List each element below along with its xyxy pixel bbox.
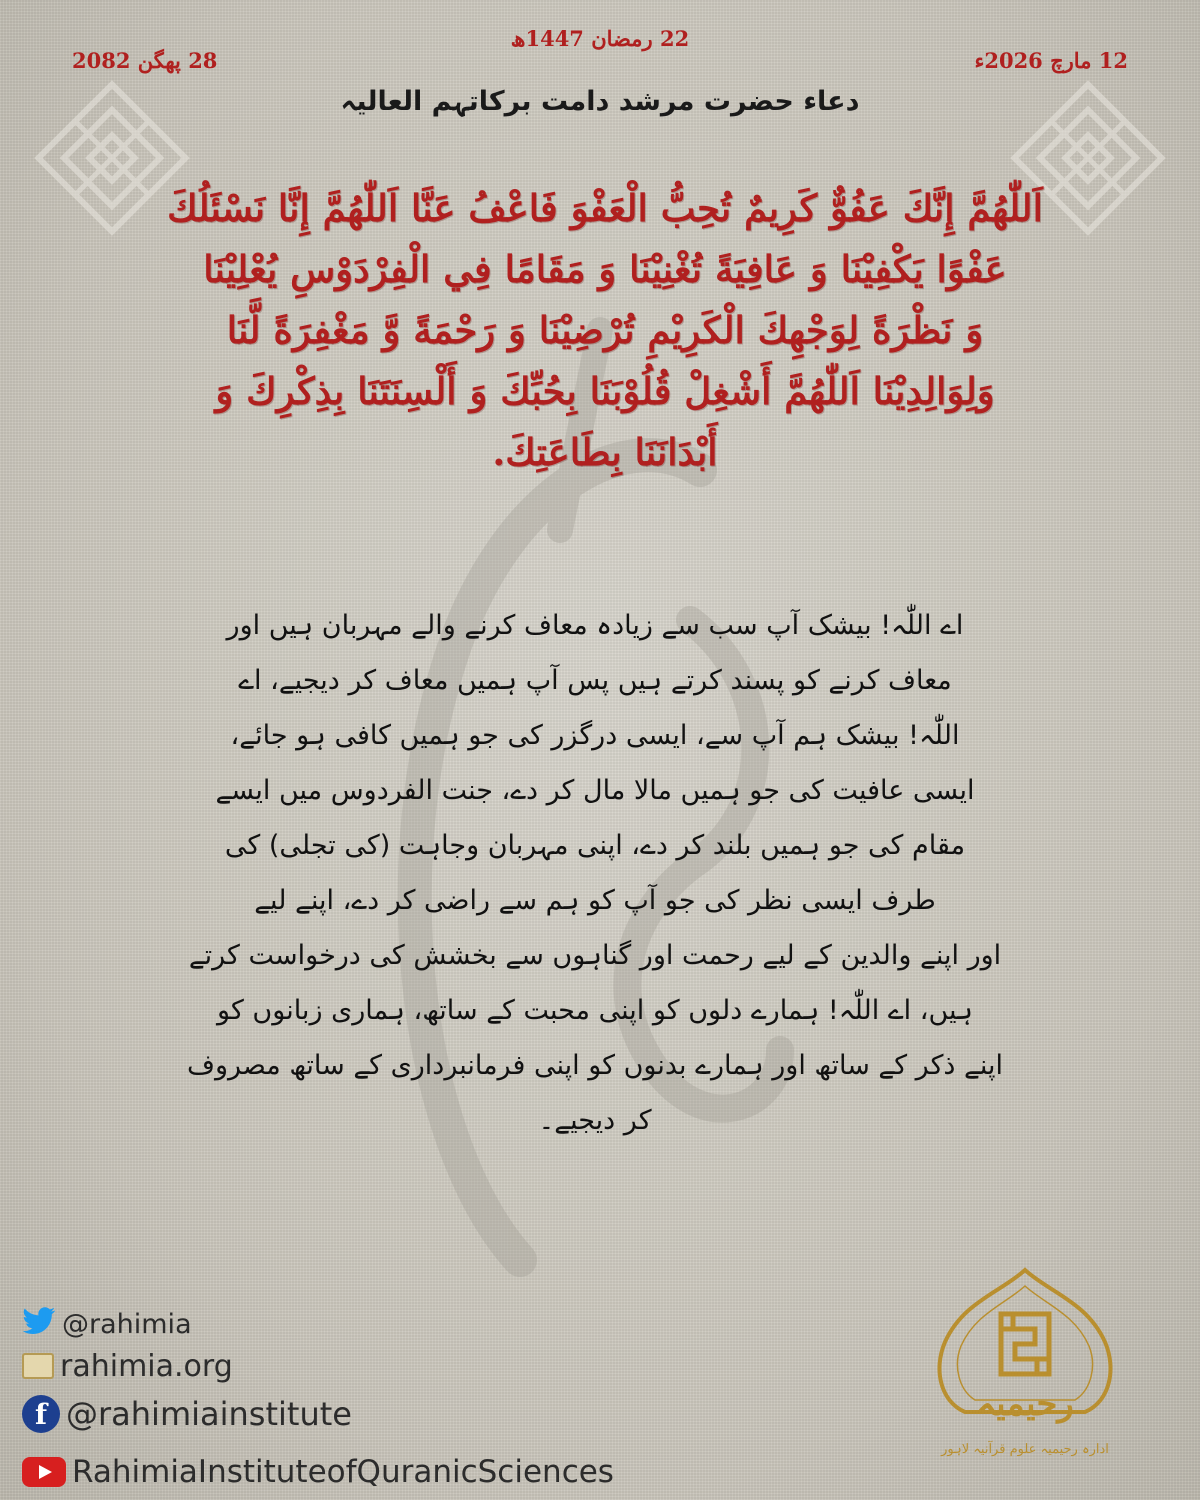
web-icon xyxy=(22,1353,54,1379)
urdu-translation-line: اپنے ذکر کے ساتھ اور ہمارے بدنوں کو اپنی فرمانبرداری کے ساتھ مصروف xyxy=(186,1050,1004,1081)
twitter-icon xyxy=(22,1307,56,1342)
urdu-translation-line: ایسی عافیت کی جو ہمیں مالا مال کر دے، جنت الفردوس میں ایسے xyxy=(215,775,975,806)
arabic-dua-line: وَلِوَالِدِيْنَا اَللّٰھُمَّ أَشْغِلْ قُلُوْبَنَا بِحُبِّكَ وَ أَلْسِنَتَنَا بِذِكْرِكَ وَ xyxy=(215,369,995,413)
urdu-translation xyxy=(180,598,1010,1148)
logo-subtitle: ادارہ رحیمیہ علوم قرآنیہ لاہور xyxy=(941,1442,1109,1457)
urdu-translation-line: اے اللّٰہ! بیشک آپ سب سے زیادہ معاف کرنے والے مہربان ہیں اور xyxy=(226,610,964,641)
arabic-dua-line: اَللّٰھُمَّ إِنَّكَ عَفُوٌّ كَرِيمٌ تُحِبُّ الْعَفْوَ فَاعْفُ عَنَّا اَللّٰھُمَّ إِنَّا نَسْئَلُكَ xyxy=(167,186,1043,230)
facebook-row[interactable] xyxy=(22,1394,352,1434)
twitter-handle-row[interactable] xyxy=(22,1304,192,1344)
urdu-translation-line: کر دیجیے۔ xyxy=(538,1105,652,1136)
arabic-dua-line: أَبْدَانَنَا بِطَاعَتِكَ. xyxy=(492,430,718,474)
urdu-translation-line: اللّٰہ! بیشک ہم آپ سے، ایسی درگزر کی جو ہمیں کافی ہو جائے، xyxy=(230,720,960,751)
logo-name: رحیمیہ xyxy=(976,1384,1074,1424)
gregorian-date: 12 مارچ 2026ء xyxy=(974,48,1128,73)
twitter-handle: @rahimia xyxy=(62,1308,192,1340)
page-title: دعاء حضرت مرشد دامت برکاتہم العالیہ xyxy=(340,86,860,117)
hijri-date: 22 رمضان 1447ھ xyxy=(510,26,690,51)
facebook-icon: f xyxy=(22,1395,60,1433)
youtube-icon xyxy=(22,1457,66,1487)
arabic-dua-line: وَ نَظْرَةً لِوَجْهِكَ الْكَرِيْمِ تُرْضِيْنَا وَ رَحْمَةً وَّ مَغْفِرَةً لَّنَا xyxy=(226,308,984,352)
facebook-handle: @rahimiainstitute xyxy=(66,1395,352,1433)
youtube-channel: RahimiaInstituteofQuranicSciences xyxy=(72,1454,614,1490)
arabic-dua-line: عَفْوًا يَكْفِيْنَا وَ عَافِيَةً تُغْنِيْنَا وَ مَقَامًا فِي الْفِرْدَوْسِ يُعْلِيْنَا xyxy=(203,247,1007,291)
website-row[interactable] xyxy=(22,1346,233,1386)
urdu-translation-line: معاف کرنے کو پسند کرتے ہیں پس آپ ہمیں معاف کر دیجیے، اے xyxy=(238,665,952,696)
urdu-translation-line: طرف ایسی نظر کی جو آپ کو ہم سے راضی کر دے، اپنے لیے xyxy=(254,885,936,916)
urdu-translation-line: اور اپنے والدین کے لیے رحمت اور گناہوں سے بخشش کی درخواست کرتے xyxy=(188,940,1002,971)
youtube-row[interactable] xyxy=(22,1452,614,1492)
arabic-dua xyxy=(150,178,1060,483)
website-url: rahimia.org xyxy=(60,1348,233,1384)
urdu-translation-line: مقام کی جو ہمیں بلند کر دے، اپنی مہربان وجاہت (کی تجلی) کی xyxy=(224,830,966,861)
institute-logo-icon xyxy=(905,1262,1145,1492)
bikrami-date: 28 پھگن 2082 xyxy=(72,48,218,73)
urdu-translation-line: ہیں، اے اللّٰہ! ہمارے دلوں کو اپنی محبت کے ساتھ، ہماری زبانوں کو xyxy=(217,995,973,1026)
